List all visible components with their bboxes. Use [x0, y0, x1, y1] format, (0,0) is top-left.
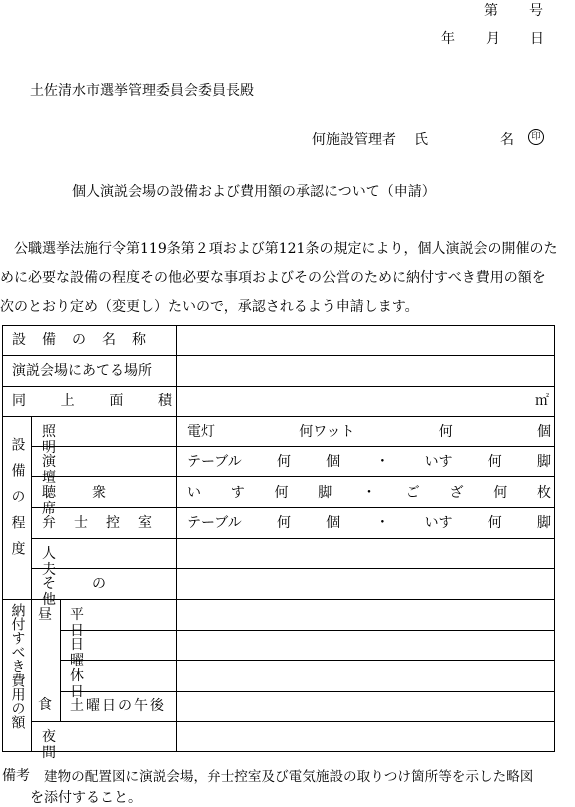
body-line-2: めに必要な設備の程度その他必要な事項およびその公営のために納付すべき費用の額を [0, 270, 546, 286]
label-night [42, 729, 172, 761]
audience-value-4: ・ [362, 485, 376, 501]
label-area-seki: 積 [157, 393, 172, 409]
audience-value-7: 何 [493, 485, 508, 501]
lighting-value-3: 個 [536, 424, 551, 440]
label-night-text: 夜間 [42, 729, 156, 761]
label-audience-text: 聴衆席 [42, 485, 142, 517]
label-lighting-text: 照明 [42, 424, 152, 456]
audience-value-3: 脚 [318, 485, 333, 501]
podium-value-1: 何 [276, 454, 291, 470]
addressee: 土佐清水市選挙管理委員会委員長殿 [30, 83, 254, 99]
label-area-men: 面 [109, 393, 124, 409]
podium-value-5: 何 [487, 454, 502, 470]
label-area-same: 同 [12, 393, 26, 409]
application-table [2, 325, 555, 761]
speaker-room-value-3: ・ [375, 515, 390, 531]
body-line-1: 公職選挙法施行令第119条第２項および第121条の規定により，個人演説会の開催のた [14, 241, 558, 257]
podium-value-2: 個 [326, 454, 341, 470]
group-fee-text: 納付すべき費用の額 [9, 603, 26, 729]
label-holiday-text: 休日 [70, 668, 156, 700]
label-area-ue: 上 [60, 393, 75, 409]
applicant-shi: 氏 [414, 132, 428, 148]
podium-value-6: 脚 [536, 454, 551, 470]
date-day-label: 日 [530, 31, 544, 47]
podium-value-4: いす [424, 454, 453, 470]
speaker-room-value-5: 何 [487, 515, 502, 531]
date-year-label: 年 [441, 31, 455, 47]
audience-value-0: い [187, 485, 201, 501]
podium-value-3: ・ [375, 454, 390, 470]
area-unit: ㎡ [535, 393, 549, 409]
date-month-label: 月 [486, 31, 500, 47]
label-speaker-room [42, 515, 172, 531]
applicant-mei: 名 [500, 132, 514, 148]
lighting-value-1: 何ワット [299, 424, 355, 440]
audience-value-5: ご [405, 485, 420, 501]
applicant-label: 何施設管理者 [312, 132, 396, 148]
audience-value [187, 485, 551, 501]
label-weekday-text: 平日 [70, 607, 156, 639]
label-speaker-room-text: 弁士控室 [42, 515, 170, 531]
label-saturday-pm: 土曜日の午後 [70, 698, 166, 714]
number-go-label: 号 [529, 3, 543, 19]
podium-value-0: テーブル [187, 454, 242, 470]
speaker-room-value-2: 個 [326, 515, 341, 531]
group-equipment-text: 設備の程度 [9, 437, 26, 567]
audience-value-8: 枚 [537, 485, 551, 501]
speaker-room-value-6: 脚 [536, 515, 551, 531]
label-weekday [70, 607, 172, 639]
audience-value-1: す [230, 485, 245, 501]
label-audience [42, 485, 172, 517]
label-podium [42, 454, 172, 486]
label-sunday [70, 637, 172, 669]
label-lighting [42, 424, 172, 456]
daytime-top: 昼 [38, 607, 52, 623]
audience-value-2: 何 [274, 485, 289, 501]
remarks-line-2: を添付すること。 [30, 790, 142, 806]
lighting-value-2: 何 [438, 424, 453, 440]
remarks-label: 備考 [2, 768, 30, 784]
label-area [12, 393, 172, 409]
audience-value-6: ざ [449, 485, 464, 501]
label-equipment-name-text: 設備の名称 [12, 332, 162, 348]
group-equipment-label [4, 437, 30, 567]
speaker-room-value-4: いす [424, 515, 453, 531]
label-sunday-text: 日曜 [70, 637, 156, 669]
seal-mark: 印 [528, 129, 544, 145]
lighting-value [187, 424, 551, 440]
body-text [0, 235, 575, 322]
label-holiday [70, 668, 172, 700]
label-other [42, 576, 172, 608]
lighting-value-0: 電灯 [187, 424, 215, 440]
speaker-room-value [187, 515, 551, 531]
number-dai-label: 第 [484, 3, 498, 19]
label-podium-text: 演壇 [42, 454, 152, 486]
label-other-text: その他 [42, 576, 142, 608]
podium-value [187, 454, 551, 470]
label-equipment-name [12, 332, 170, 348]
document-title: 個人演説会場の設備および費用額の承認について（申請） [72, 184, 436, 200]
label-staff-text: 人夫 [42, 546, 152, 578]
speaker-room-value-0: テーブル [187, 515, 242, 531]
body-line-3: 次のとおり定め（変更し）たいので，承認されるよう申請します。 [0, 299, 419, 315]
label-venue: 演説会場にあてる場所 [12, 363, 152, 379]
speaker-room-value-1: 何 [276, 515, 291, 531]
daytime-bottom: 食 [38, 697, 52, 713]
remarks-line-1: 建物の配置図に演説会場，弁士控室及び電気施設の取りつけ箇所等を示した略図 [44, 769, 534, 785]
group-fee-label [4, 603, 30, 729]
label-staff [42, 546, 172, 578]
